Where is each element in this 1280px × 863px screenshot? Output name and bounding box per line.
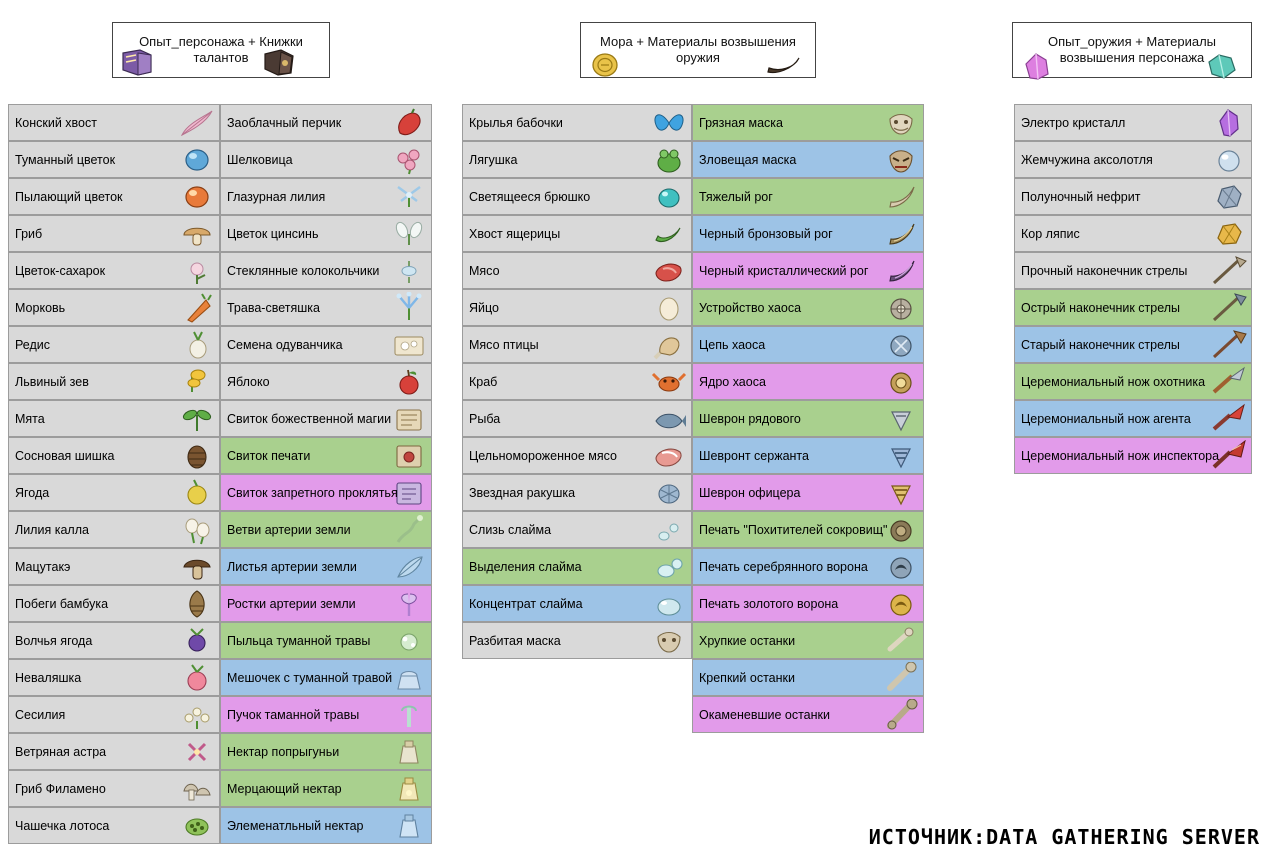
frog-icon (649, 143, 689, 177)
heavy-horn-icon (881, 180, 921, 214)
black-bronze-horn-icon (881, 217, 921, 251)
material-label: Полуночный нефрит (1021, 189, 1141, 204)
material-label: Хвост ящерицы (469, 226, 561, 241)
crystal-pink-icon (1022, 52, 1056, 80)
material-row (692, 363, 924, 400)
material-label: Пыльца туманной травы (227, 633, 371, 648)
material-label: Мацутакэ (15, 559, 71, 574)
mist-grass-wick-icon (389, 698, 429, 732)
noctilucous-jade-icon (1209, 143, 1249, 177)
material-row (1014, 104, 1252, 141)
pinecone-icon (177, 439, 217, 473)
fish-icon (649, 402, 689, 436)
column-1-right (220, 104, 432, 844)
flaming-flower-icon (177, 180, 217, 214)
material-row (8, 141, 220, 178)
material-row (220, 548, 432, 585)
material-label: Краб (469, 374, 498, 389)
material-row (8, 733, 220, 770)
material-label: Устройство хаоса (699, 300, 802, 315)
material-row (220, 252, 432, 289)
fossilized-bone-shard-icon (881, 698, 921, 732)
book-dark-icon (262, 48, 296, 76)
material-label: Церемониальный нож охотника (1021, 374, 1206, 389)
midnight-jade-icon (1209, 180, 1249, 214)
electro-crystal-icon (1209, 106, 1249, 140)
material-row (220, 585, 432, 622)
material-row (8, 252, 220, 289)
material-row (220, 733, 432, 770)
material-label: Свиток запретного проклятья (227, 485, 398, 500)
material-row (220, 400, 432, 437)
material-label: Жемчужина аксолотля (1021, 152, 1153, 167)
slime-concentrate-icon (649, 587, 689, 621)
mist-grass-pollen-icon (389, 624, 429, 658)
material-label: Рыба (469, 411, 501, 426)
starconch-icon (649, 476, 689, 510)
cor-lapis-icon (1209, 217, 1249, 251)
material-label: Листья артерии земли (227, 559, 357, 574)
material-row (8, 104, 220, 141)
material-row (220, 289, 432, 326)
material-row (692, 585, 924, 622)
material-label: Шеврон офицера (699, 485, 801, 500)
material-label: Трава-светяшка (227, 300, 320, 315)
silver-raven-insignia-icon (881, 550, 921, 584)
sharp-arrowhead-icon (1209, 291, 1249, 325)
stained-mask-icon (881, 106, 921, 140)
carrot-icon (177, 291, 217, 325)
material-row (8, 474, 220, 511)
mist-grass-pouch-icon (389, 661, 429, 695)
calla-lily-icon (177, 513, 217, 547)
header-character-exp-label: Опыт_персонажа + Книжки талантов (139, 34, 303, 65)
material-row (220, 511, 432, 548)
material-label: Семена одуванчика (227, 337, 343, 352)
agents-sacrificial-knife-icon (1209, 402, 1249, 436)
bamboo-shoot-icon (177, 587, 217, 621)
material-row (462, 437, 692, 474)
shimmering-nectar-icon (389, 772, 429, 806)
material-row (692, 400, 924, 437)
material-label: Цепь хаоса (699, 337, 766, 352)
material-row (8, 696, 220, 733)
material-row (462, 289, 692, 326)
material-row (692, 141, 924, 178)
material-row (692, 622, 924, 659)
material-row (8, 585, 220, 622)
energy-nectar-icon (389, 809, 429, 843)
material-row (8, 437, 220, 474)
material-label: Выделения слайма (469, 559, 582, 574)
silk-flower-icon (389, 143, 429, 177)
column-1-left (8, 104, 220, 844)
material-row (692, 511, 924, 548)
divine-scroll-icon (389, 402, 429, 436)
material-label: Цельномороженное мясо (469, 448, 617, 463)
material-label: Тяжелый рог (699, 189, 773, 204)
material-row (220, 141, 432, 178)
chaos-core-icon (881, 365, 921, 399)
material-row (462, 363, 692, 400)
windwheel-aster-icon (177, 735, 217, 769)
material-row (8, 363, 220, 400)
book-purple-icon (120, 48, 154, 76)
material-label: Ядро хаоса (699, 374, 766, 389)
material-label: Слизь слайма (469, 522, 552, 537)
material-row (692, 326, 924, 363)
material-row (220, 770, 432, 807)
material-label: Редис (15, 337, 50, 352)
material-row (8, 215, 220, 252)
material-label: Зловещая маска (699, 152, 797, 167)
mint-icon (177, 402, 217, 436)
qingxin-icon (389, 217, 429, 251)
material-row (1014, 400, 1252, 437)
material-row (220, 659, 432, 696)
golden-raven-insignia-icon (881, 587, 921, 621)
material-label: Элеменатльный нектар (227, 818, 364, 833)
material-label: Глазурная лилия (227, 189, 326, 204)
radish-icon (177, 328, 217, 362)
slime-condensate-icon (649, 513, 689, 547)
material-row (692, 289, 924, 326)
material-row (462, 585, 692, 622)
material-row (8, 659, 220, 696)
material-label: Сосновая шишка (15, 448, 115, 463)
feather-pink-icon (177, 106, 217, 140)
column-2-right (692, 104, 924, 733)
material-label: Острый наконечник стрелы (1021, 300, 1181, 315)
mushroom-icon (177, 217, 217, 251)
material-label: Грязная маска (699, 115, 783, 130)
snapdragon-icon (177, 365, 217, 399)
material-row (1014, 252, 1252, 289)
ley-line-sprout-icon (389, 587, 429, 621)
material-label: Разбитая маска (469, 633, 561, 648)
material-label: Неваляшка (15, 670, 82, 685)
material-label: Концентрат слайма (469, 596, 583, 611)
apple-icon (389, 365, 429, 399)
material-label: Заоблачный перчик (227, 115, 342, 130)
material-row (692, 659, 924, 696)
sturdy-bone-shard-icon (881, 661, 921, 695)
material-label: Окаменевшие останки (699, 707, 830, 722)
fragile-bone-shard-icon (881, 624, 921, 658)
luminescent-spine-icon (649, 180, 689, 214)
material-row (220, 622, 432, 659)
material-row (220, 437, 432, 474)
material-label: Волчья ягода (15, 633, 93, 648)
material-label: Ветви артерии земли (227, 522, 351, 537)
material-label: Стеклянные колокольчики (227, 263, 380, 278)
lamp-grass-icon (389, 291, 429, 325)
material-row (1014, 363, 1252, 400)
material-label: Печать золотого ворона (699, 596, 839, 611)
material-label: Яйцо (469, 300, 499, 315)
material-row (8, 326, 220, 363)
material-label: Черный кристаллический рог (699, 263, 869, 278)
material-row (462, 252, 692, 289)
lieutenants-insignia-icon (881, 476, 921, 510)
material-row (220, 696, 432, 733)
material-label: Шевронт сержанта (699, 448, 809, 463)
material-row (8, 807, 220, 844)
dandelion-seed-icon (389, 328, 429, 362)
hunters-sacrificial-knife-icon (1209, 365, 1249, 399)
slime-nectar-icon (389, 735, 429, 769)
material-row (692, 178, 924, 215)
material-label: Хрупкие останки (699, 633, 796, 648)
material-label: Пучок таманной травы (227, 707, 360, 722)
material-row (220, 215, 432, 252)
material-label: Черный бронзовый рог (699, 226, 833, 241)
material-row (462, 178, 692, 215)
sealed-scroll-icon (389, 439, 429, 473)
material-row (220, 178, 432, 215)
material-row (8, 400, 220, 437)
material-label: Цветок цинсинь (227, 226, 319, 241)
column-3 (1014, 104, 1252, 474)
material-label: Лилия калла (15, 522, 89, 537)
material-row (8, 770, 220, 807)
material-label: Пылающий цветок (15, 189, 123, 204)
material-label: Звездная ракушка (469, 485, 576, 500)
material-label: Печать серебрянного ворона (699, 559, 868, 574)
butterfly-wings-icon (649, 106, 689, 140)
material-row (8, 289, 220, 326)
material-row (220, 363, 432, 400)
glaze-bell-icon (389, 254, 429, 288)
material-row (692, 437, 924, 474)
material-label: Гриб (15, 226, 43, 241)
material-label: Львиный зев (15, 374, 89, 389)
black-crystal-horn-icon (881, 254, 921, 288)
sweet-flower-icon (177, 254, 217, 288)
material-row (220, 807, 432, 844)
material-row (1014, 326, 1252, 363)
material-label: Шеврон рядового (699, 411, 801, 426)
sergeants-insignia-icon (881, 439, 921, 473)
dandy-icon (177, 661, 217, 695)
berry-icon (177, 476, 217, 510)
material-row (462, 400, 692, 437)
weathered-arrowhead-icon (1209, 328, 1249, 362)
mist-flower-icon (177, 143, 217, 177)
material-label: Свиток печати (227, 448, 311, 463)
material-label: Туманный цветок (15, 152, 116, 167)
source-note: ИСТОЧНИК:DATA GATHERING SERVER (868, 825, 1260, 849)
material-label: Сесилия (15, 707, 66, 722)
material-row (1014, 141, 1252, 178)
philanemo-mushroom-icon (177, 772, 217, 806)
material-label: Мясо птицы (469, 337, 539, 352)
firm-arrowhead-icon (1209, 254, 1249, 288)
material-label: Чашечка лотоса (15, 818, 110, 833)
material-row (220, 474, 432, 511)
material-row (8, 178, 220, 215)
material-row (692, 104, 924, 141)
header-mora-weapon-label: Мора + Материалы возвышения оружия (600, 34, 796, 65)
jueyun-chili-icon (389, 106, 429, 140)
lizard-tail-icon (649, 217, 689, 251)
matsutake-icon (177, 550, 217, 584)
material-label: Побеги бамбука (15, 596, 109, 611)
material-label: Ростки артерии земли (227, 596, 356, 611)
lotus-head-icon (177, 809, 217, 843)
material-label: Гриб Филамено (15, 781, 106, 796)
material-row (692, 474, 924, 511)
material-label: Нектар попрыгуньи (227, 744, 340, 759)
frozen-meat-icon (649, 439, 689, 473)
material-label: Конский хвост (15, 115, 97, 130)
material-row (1014, 215, 1252, 252)
header-weapon-exp-label: Опыт_оружия + Материалы возвышения персонажа (1047, 34, 1217, 65)
material-row (692, 215, 924, 252)
material-label: Печать "Похитителей сокровищ" (699, 522, 888, 537)
material-row (8, 622, 220, 659)
crab-icon (649, 365, 689, 399)
egg-icon (649, 291, 689, 325)
material-row (1014, 289, 1252, 326)
material-label: Старый наконечник стрелы (1021, 337, 1180, 352)
material-label: Церемониальный нож агента (1021, 411, 1191, 426)
material-label: Мясо (469, 263, 500, 278)
material-label: Свиток божественной магии (227, 411, 392, 426)
material-row (462, 474, 692, 511)
material-label: Мята (15, 411, 45, 426)
ley-line-branch-icon (389, 513, 429, 547)
gem-teal-icon (1206, 52, 1240, 80)
ominous-mask-icon (881, 143, 921, 177)
material-label: Ветряная астра (15, 744, 107, 759)
material-label: Светящееся брюшко (469, 189, 591, 204)
raw-meat-icon (649, 254, 689, 288)
material-label: Шелковица (227, 152, 293, 167)
material-label: Морковь (15, 300, 66, 315)
damaged-mask-icon (649, 624, 689, 658)
fowl-icon (649, 328, 689, 362)
glaze-lily-icon (389, 180, 429, 214)
material-row (1014, 178, 1252, 215)
recruits-insignia-icon (881, 402, 921, 436)
material-row (220, 326, 432, 363)
material-label: Мешочек с туманной травой (227, 670, 393, 685)
column-2-left (462, 104, 692, 659)
material-label: Лягушка (469, 152, 518, 167)
material-row (462, 326, 692, 363)
material-row (462, 104, 692, 141)
cecilia-icon (177, 698, 217, 732)
material-row (692, 252, 924, 289)
material-label: Электро кристалл (1021, 115, 1126, 130)
chaos-device-icon (881, 291, 921, 325)
material-label: Церемониальный нож инспектора (1021, 448, 1220, 463)
material-label: Мерцающий нектар (227, 781, 342, 796)
horn-icon (766, 52, 802, 78)
slime-secretions-icon (649, 550, 689, 584)
material-row (462, 548, 692, 585)
material-row (692, 548, 924, 585)
material-label: Ягода (15, 485, 50, 500)
material-row (220, 104, 432, 141)
material-label: Цветок-сахарок (15, 263, 106, 278)
material-label: Кор ляпис (1021, 226, 1080, 241)
material-row (1014, 437, 1252, 474)
wolfhook-icon (177, 624, 217, 658)
material-label: Крепкий останки (699, 670, 795, 685)
material-row (462, 511, 692, 548)
material-label: Прочный наконечник стрелы (1021, 263, 1188, 278)
material-row (8, 511, 220, 548)
material-label: Яблоко (227, 374, 270, 389)
chaos-circuit-icon (881, 328, 921, 362)
material-row (462, 141, 692, 178)
material-row (8, 548, 220, 585)
material-row (462, 215, 692, 252)
material-label: Крылья бабочки (469, 115, 563, 130)
material-row (692, 696, 924, 733)
material-row (462, 622, 692, 659)
mora-coin-icon (590, 52, 620, 78)
ley-line-leaf-icon (389, 550, 429, 584)
